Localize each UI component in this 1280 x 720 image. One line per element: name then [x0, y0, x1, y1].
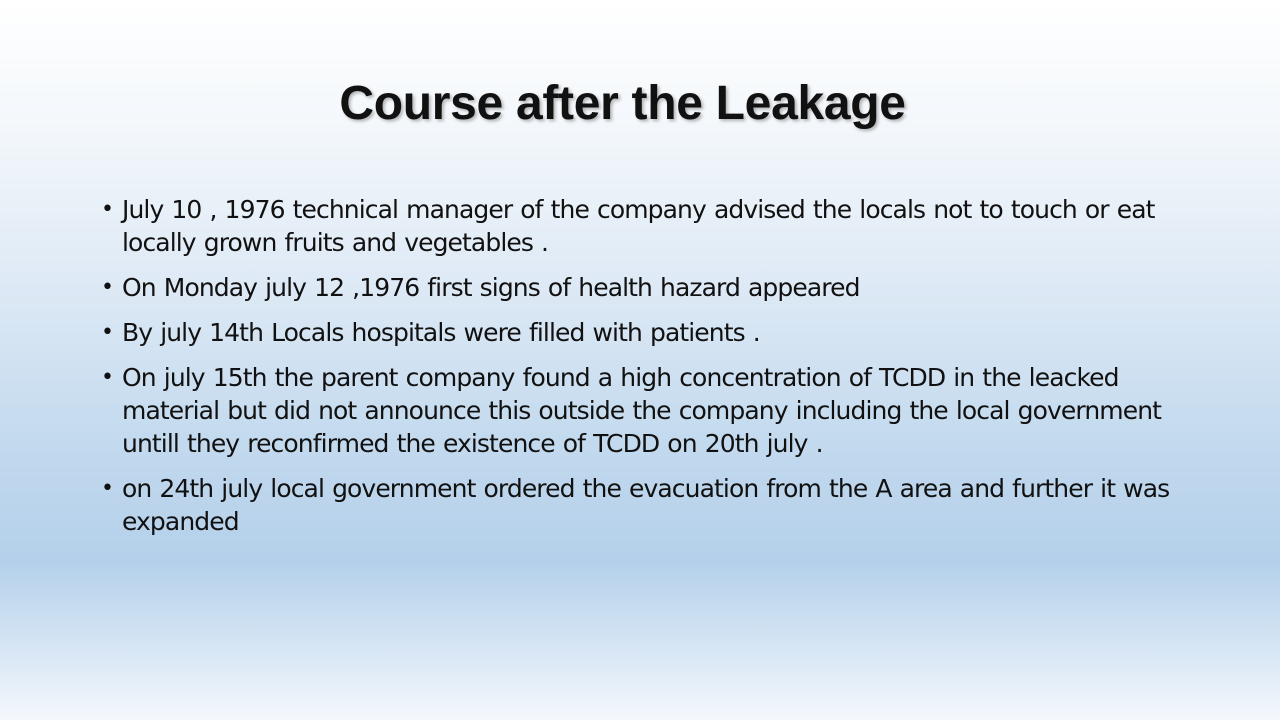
bullet-text: By july 14th Locals hospitals were filled with patients . — [122, 318, 760, 347]
bullet-text: On july 15th the parent company found a high concentration of TCDD in the leacked material but did not announce this outside the company including the local government untill they reconfirmed the existence of TCDD on 20th july . — [122, 363, 1162, 458]
bullet-dot-icon: • — [101, 476, 114, 501]
bullet-dot-icon: • — [101, 320, 114, 345]
bullet-dot-icon: • — [101, 197, 114, 222]
bullet-dot-icon: • — [101, 365, 114, 390]
slide-title: Course after the Leakage — [339, 77, 906, 130]
bullet-item — [100, 316, 1210, 349]
bullet-text: on 24th july local government ordered the evacuation from the A area and further it was expanded — [122, 474, 1170, 536]
bullet-item — [100, 193, 1210, 259]
bullet-item — [100, 271, 1210, 304]
bullet-item — [100, 472, 1210, 538]
bullet-dot-icon: • — [101, 275, 114, 300]
bullet-text: On Monday july 12 ,1976 first signs of health hazard appeared — [122, 273, 860, 302]
bullet-list — [100, 193, 1210, 550]
bullet-item — [100, 361, 1210, 460]
bullet-text: July 10 , 1976 technical manager of the company advised the locals not to touch or eat locally grown fruits and vegetables . — [122, 195, 1155, 257]
